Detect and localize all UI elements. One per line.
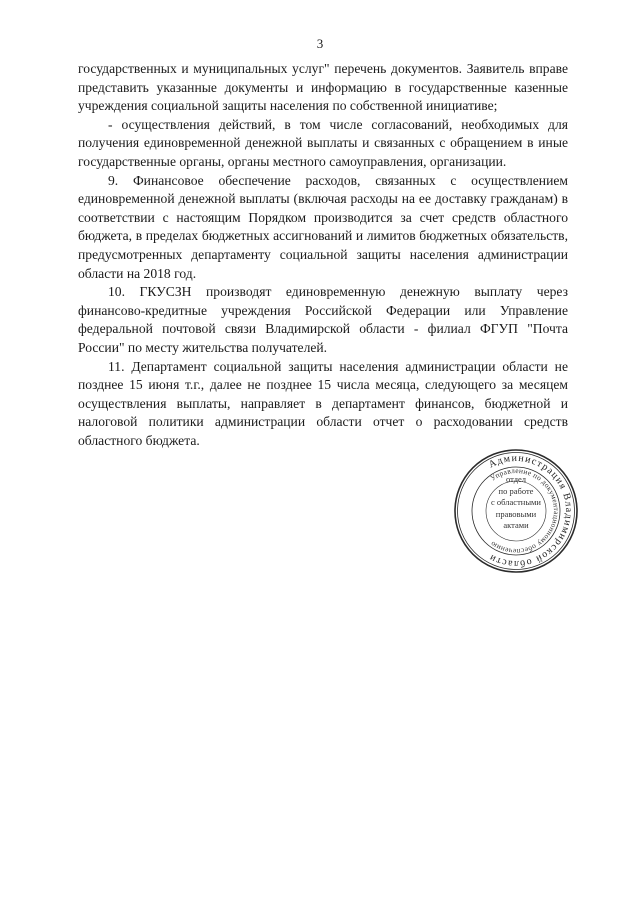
seal-center-line: по работе [498, 485, 534, 496]
page-number: 3 [316, 36, 324, 51]
seal-center-line: актами [503, 520, 529, 530]
seal-center-text [452, 474, 580, 532]
seal-center-line: отдел [505, 474, 527, 484]
seal-inner-text: Управление по документационному обеспечению [488, 465, 562, 557]
paragraph-actions: - осуществления действий, в том числе согласований, необходимых для получения единовременной денежной выплаты и связанных с обращением в иные государственные органы, органы местного самоуправления, организации. [78, 116, 568, 169]
paragraph-item-9: 9. Финансовое обеспечение расходов, связанных с осуществлением единовременной денежной выплаты (включая расходы на ее доставку гражданам) в соответствии с настоящим Порядком производится за счет средств областного бюджета, в пределах бюджетных ассигнований и лимитов бюджетных обязательств, предусмотренных департаменту социальной защиты населения администрации области на 2018 год. [78, 172, 568, 281]
seal-center-line: с областными [491, 497, 541, 507]
seal-outer-text: Администрация Владимирской области [486, 452, 575, 570]
seal-center-line: правовыми [495, 508, 537, 519]
paragraph-item-10: 10. ГКУСЗН производят единовременную денежную выплату через финансово-кредитные учреждения Российской Федерации или Управление федеральной почтовой связи Владимирской области - филиал ФГУП "Почта России" по месту жительства получателей. [78, 284, 568, 355]
document-body [78, 60, 568, 450]
paragraph-continuation: государственных и муниципальных услуг" перечень документов. Заявитель вправе представить указанные документы и информацию в государственные казенные учреждения социальной защиты населения по собственной инициативе; [78, 61, 568, 114]
paragraph-item-11: 11. Департамент социальной защиты населения администрации области не позднее 15 июня т.г., далее не позднее 15 числа месяца, следующего за месяцем осуществления выплаты, направляет в департамент финансов, бюджетной и налоговой политики администрации области отчет о расходовании средств областного бюджета. [78, 358, 568, 448]
official-seal [452, 447, 580, 575]
